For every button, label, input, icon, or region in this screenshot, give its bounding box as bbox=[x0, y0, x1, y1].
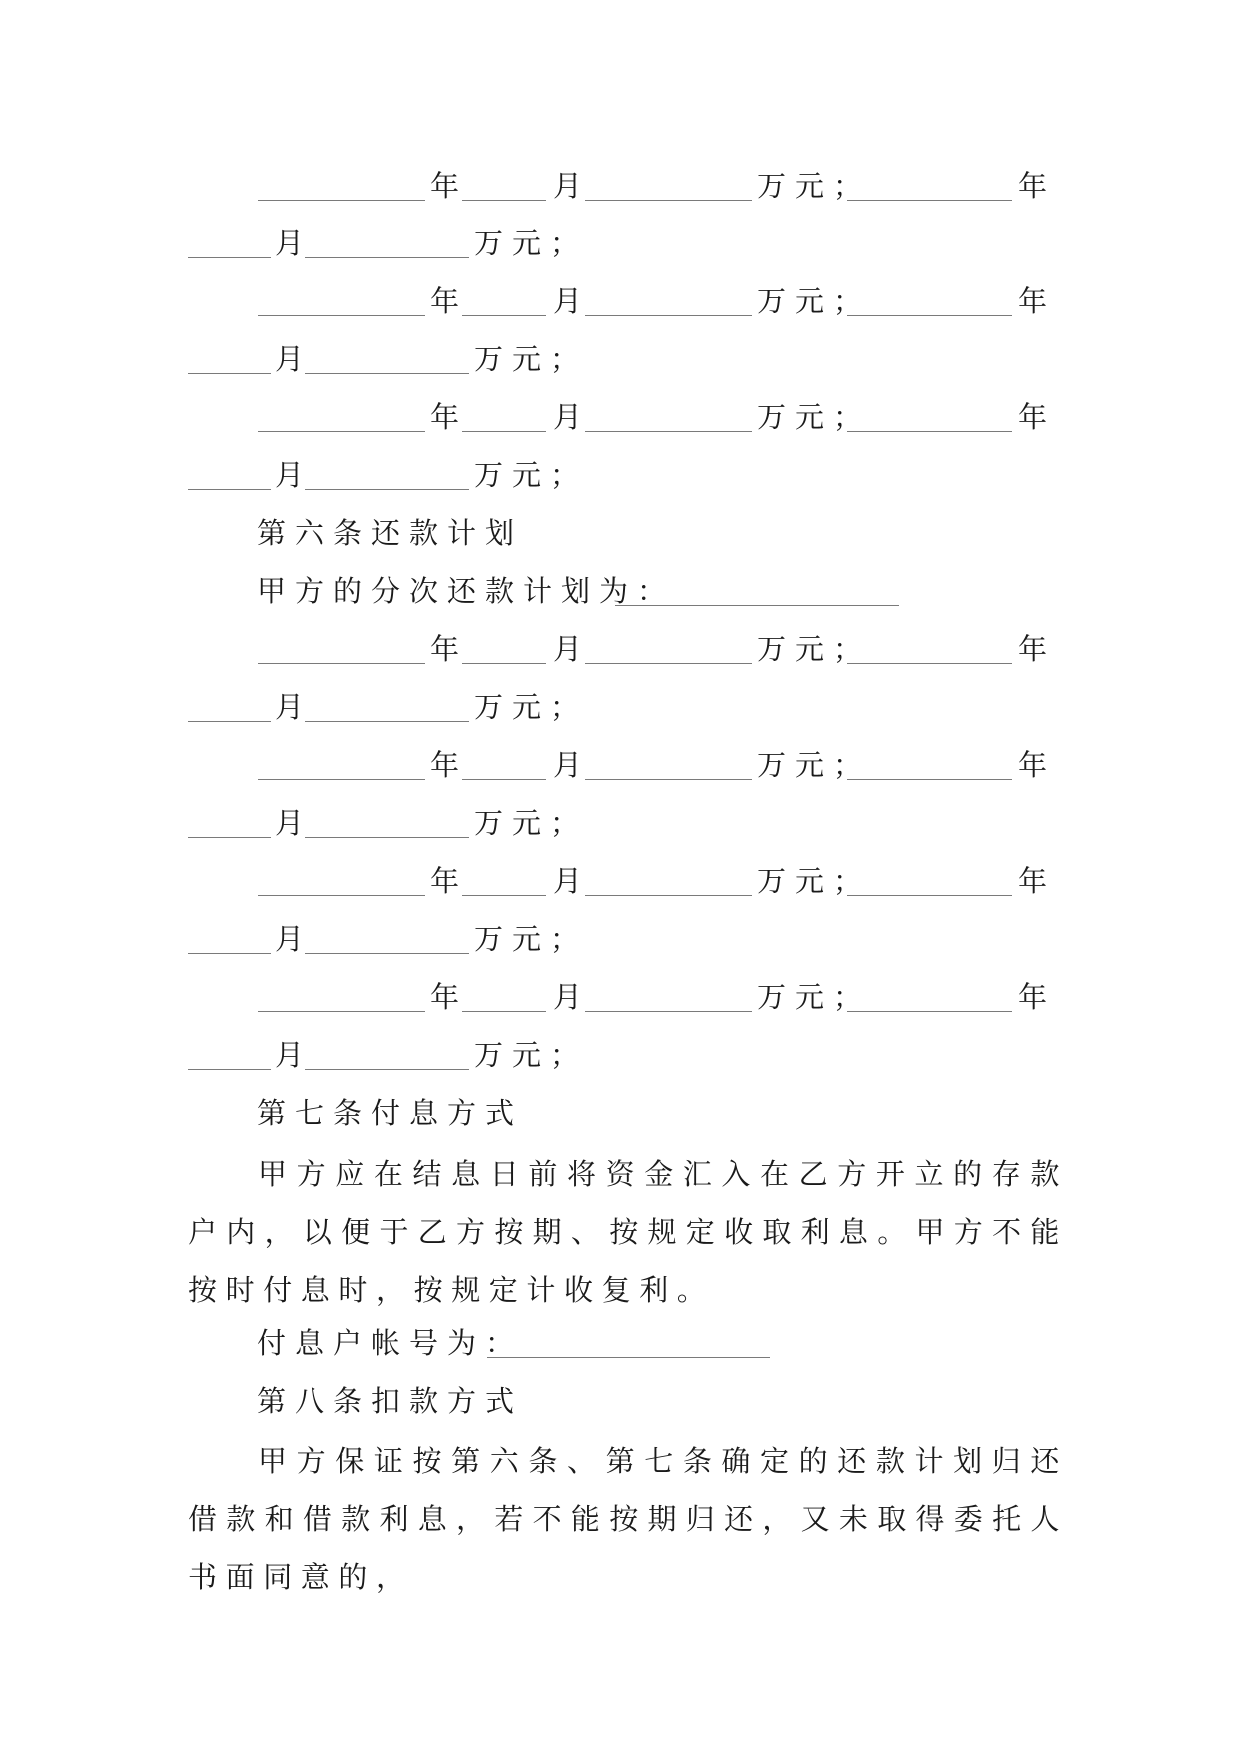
repayment-plan-label: 甲方的分次还款计划为： bbox=[257, 574, 676, 608]
month-blank[interactable] bbox=[188, 489, 271, 490]
year-label: 年 bbox=[1018, 748, 1057, 782]
month-blank[interactable] bbox=[462, 663, 546, 664]
month-label: 月 bbox=[275, 458, 314, 492]
year-label: 年 bbox=[430, 632, 469, 666]
year-label: 年 bbox=[430, 284, 469, 318]
month-blank[interactable] bbox=[188, 373, 271, 374]
year-label: 年 bbox=[1018, 400, 1057, 434]
schedule-row-1b bbox=[0, 220, 1241, 266]
amount-label: 万元； bbox=[757, 169, 872, 203]
article7-account-line bbox=[0, 1320, 1241, 1366]
amount-blank[interactable] bbox=[305, 373, 469, 374]
month-label: 月 bbox=[553, 169, 592, 203]
article8-heading-line bbox=[0, 1378, 1241, 1424]
year-label: 年 bbox=[430, 748, 469, 782]
month-blank[interactable] bbox=[462, 431, 546, 432]
year-blank[interactable] bbox=[258, 315, 425, 316]
schedule-row-6a bbox=[0, 858, 1241, 904]
month-label: 月 bbox=[275, 806, 314, 840]
schedule-row-5b bbox=[0, 800, 1241, 846]
month-label: 月 bbox=[553, 632, 592, 666]
amount-blank[interactable] bbox=[585, 315, 752, 316]
year-label: 年 bbox=[1018, 632, 1057, 666]
year-blank[interactable] bbox=[258, 663, 425, 664]
interest-account-label: 付息户帐号为： bbox=[257, 1326, 524, 1360]
schedule-row-3a bbox=[0, 394, 1241, 440]
year-blank[interactable] bbox=[847, 200, 1012, 201]
year-blank[interactable] bbox=[847, 431, 1012, 432]
amount-blank[interactable] bbox=[585, 663, 752, 664]
amount-label: 万元； bbox=[474, 922, 589, 956]
month-label: 月 bbox=[275, 342, 314, 376]
year-label: 年 bbox=[430, 864, 469, 898]
year-blank[interactable] bbox=[258, 431, 425, 432]
amount-label: 万元； bbox=[757, 748, 872, 782]
amount-label: 万元； bbox=[474, 690, 589, 724]
amount-blank[interactable] bbox=[305, 489, 469, 490]
year-label: 年 bbox=[430, 980, 469, 1014]
month-blank[interactable] bbox=[462, 1011, 546, 1012]
article8-title: 第八条扣款方式 bbox=[257, 1384, 524, 1418]
article7-title: 第七条付息方式 bbox=[257, 1096, 524, 1130]
month-label: 月 bbox=[553, 864, 592, 898]
article8-body: 甲方保证按第六条、第七条确定的还款计划归还借款和借款利息，若不能按期归还，又未取得委托人书面同意的， bbox=[188, 1444, 1068, 1594]
amount-label: 万元； bbox=[757, 864, 872, 898]
amount-label: 万元； bbox=[757, 980, 872, 1014]
schedule-row-1a bbox=[0, 163, 1241, 209]
year-blank[interactable] bbox=[258, 895, 425, 896]
amount-blank[interactable] bbox=[305, 1069, 469, 1070]
article6-title: 第六条还款计划 bbox=[257, 516, 524, 550]
month-blank[interactable] bbox=[462, 200, 546, 201]
amount-label: 万元； bbox=[474, 806, 589, 840]
year-blank[interactable] bbox=[258, 1011, 425, 1012]
amount-blank[interactable] bbox=[585, 779, 752, 780]
year-label: 年 bbox=[1018, 864, 1057, 898]
amount-blank[interactable] bbox=[305, 953, 469, 954]
amount-label: 万元； bbox=[474, 1038, 589, 1072]
amount-label: 万元； bbox=[474, 342, 589, 376]
month-label: 月 bbox=[275, 690, 314, 724]
year-label: 年 bbox=[430, 169, 469, 203]
article7-heading-line bbox=[0, 1090, 1241, 1136]
amount-label: 万元； bbox=[757, 284, 872, 318]
amount-label: 万元； bbox=[757, 400, 872, 434]
schedule-row-6b bbox=[0, 916, 1241, 962]
month-blank[interactable] bbox=[462, 779, 546, 780]
month-label: 月 bbox=[553, 284, 592, 318]
year-blank[interactable] bbox=[847, 779, 1012, 780]
year-label: 年 bbox=[430, 400, 469, 434]
month-label: 月 bbox=[553, 980, 592, 1014]
year-blank[interactable] bbox=[847, 895, 1012, 896]
article6-plan-line bbox=[0, 568, 1241, 614]
month-blank[interactable] bbox=[188, 953, 271, 954]
repayment-plan-blank[interactable] bbox=[615, 605, 899, 606]
amount-label: 万元； bbox=[474, 226, 589, 260]
month-label: 月 bbox=[553, 748, 592, 782]
interest-account-blank[interactable] bbox=[487, 1357, 770, 1358]
year-blank[interactable] bbox=[847, 1011, 1012, 1012]
amount-blank[interactable] bbox=[305, 721, 469, 722]
month-label: 月 bbox=[553, 400, 592, 434]
schedule-row-2a bbox=[0, 278, 1241, 324]
amount-label: 万元； bbox=[474, 458, 589, 492]
month-blank[interactable] bbox=[462, 895, 546, 896]
month-blank[interactable] bbox=[188, 1069, 271, 1070]
amount-blank[interactable] bbox=[585, 431, 752, 432]
article6-heading-line bbox=[0, 510, 1241, 556]
amount-label: 万元； bbox=[757, 632, 872, 666]
schedule-row-3b bbox=[0, 452, 1241, 498]
article7-body: 甲方应在结息日前将资金汇入在乙方开立的存款户内，以便于乙方按期、按规定收取利息。甲方不能按时付息时，按规定计收复利。 bbox=[188, 1157, 1068, 1307]
amount-blank[interactable] bbox=[585, 895, 752, 896]
schedule-row-4a bbox=[0, 626, 1241, 672]
month-blank[interactable] bbox=[462, 315, 546, 316]
month-label: 月 bbox=[275, 922, 314, 956]
year-blank[interactable] bbox=[847, 315, 1012, 316]
month-label: 月 bbox=[275, 1038, 314, 1072]
schedule-row-2b bbox=[0, 336, 1241, 382]
amount-blank[interactable] bbox=[305, 257, 469, 258]
year-blank[interactable] bbox=[847, 663, 1012, 664]
amount-blank[interactable] bbox=[585, 1011, 752, 1012]
year-label: 年 bbox=[1018, 169, 1057, 203]
schedule-row-7b bbox=[0, 1032, 1241, 1078]
schedule-row-5a bbox=[0, 742, 1241, 788]
amount-blank[interactable] bbox=[585, 200, 752, 201]
schedule-row-4b bbox=[0, 684, 1241, 730]
year-label: 年 bbox=[1018, 980, 1057, 1014]
month-label: 月 bbox=[275, 226, 314, 260]
amount-blank[interactable] bbox=[305, 837, 469, 838]
month-blank[interactable] bbox=[188, 257, 271, 258]
year-label: 年 bbox=[1018, 284, 1057, 318]
month-blank[interactable] bbox=[188, 837, 271, 838]
month-blank[interactable] bbox=[188, 721, 271, 722]
schedule-row-7a bbox=[0, 974, 1241, 1020]
year-blank[interactable] bbox=[258, 200, 425, 201]
year-blank[interactable] bbox=[258, 779, 425, 780]
